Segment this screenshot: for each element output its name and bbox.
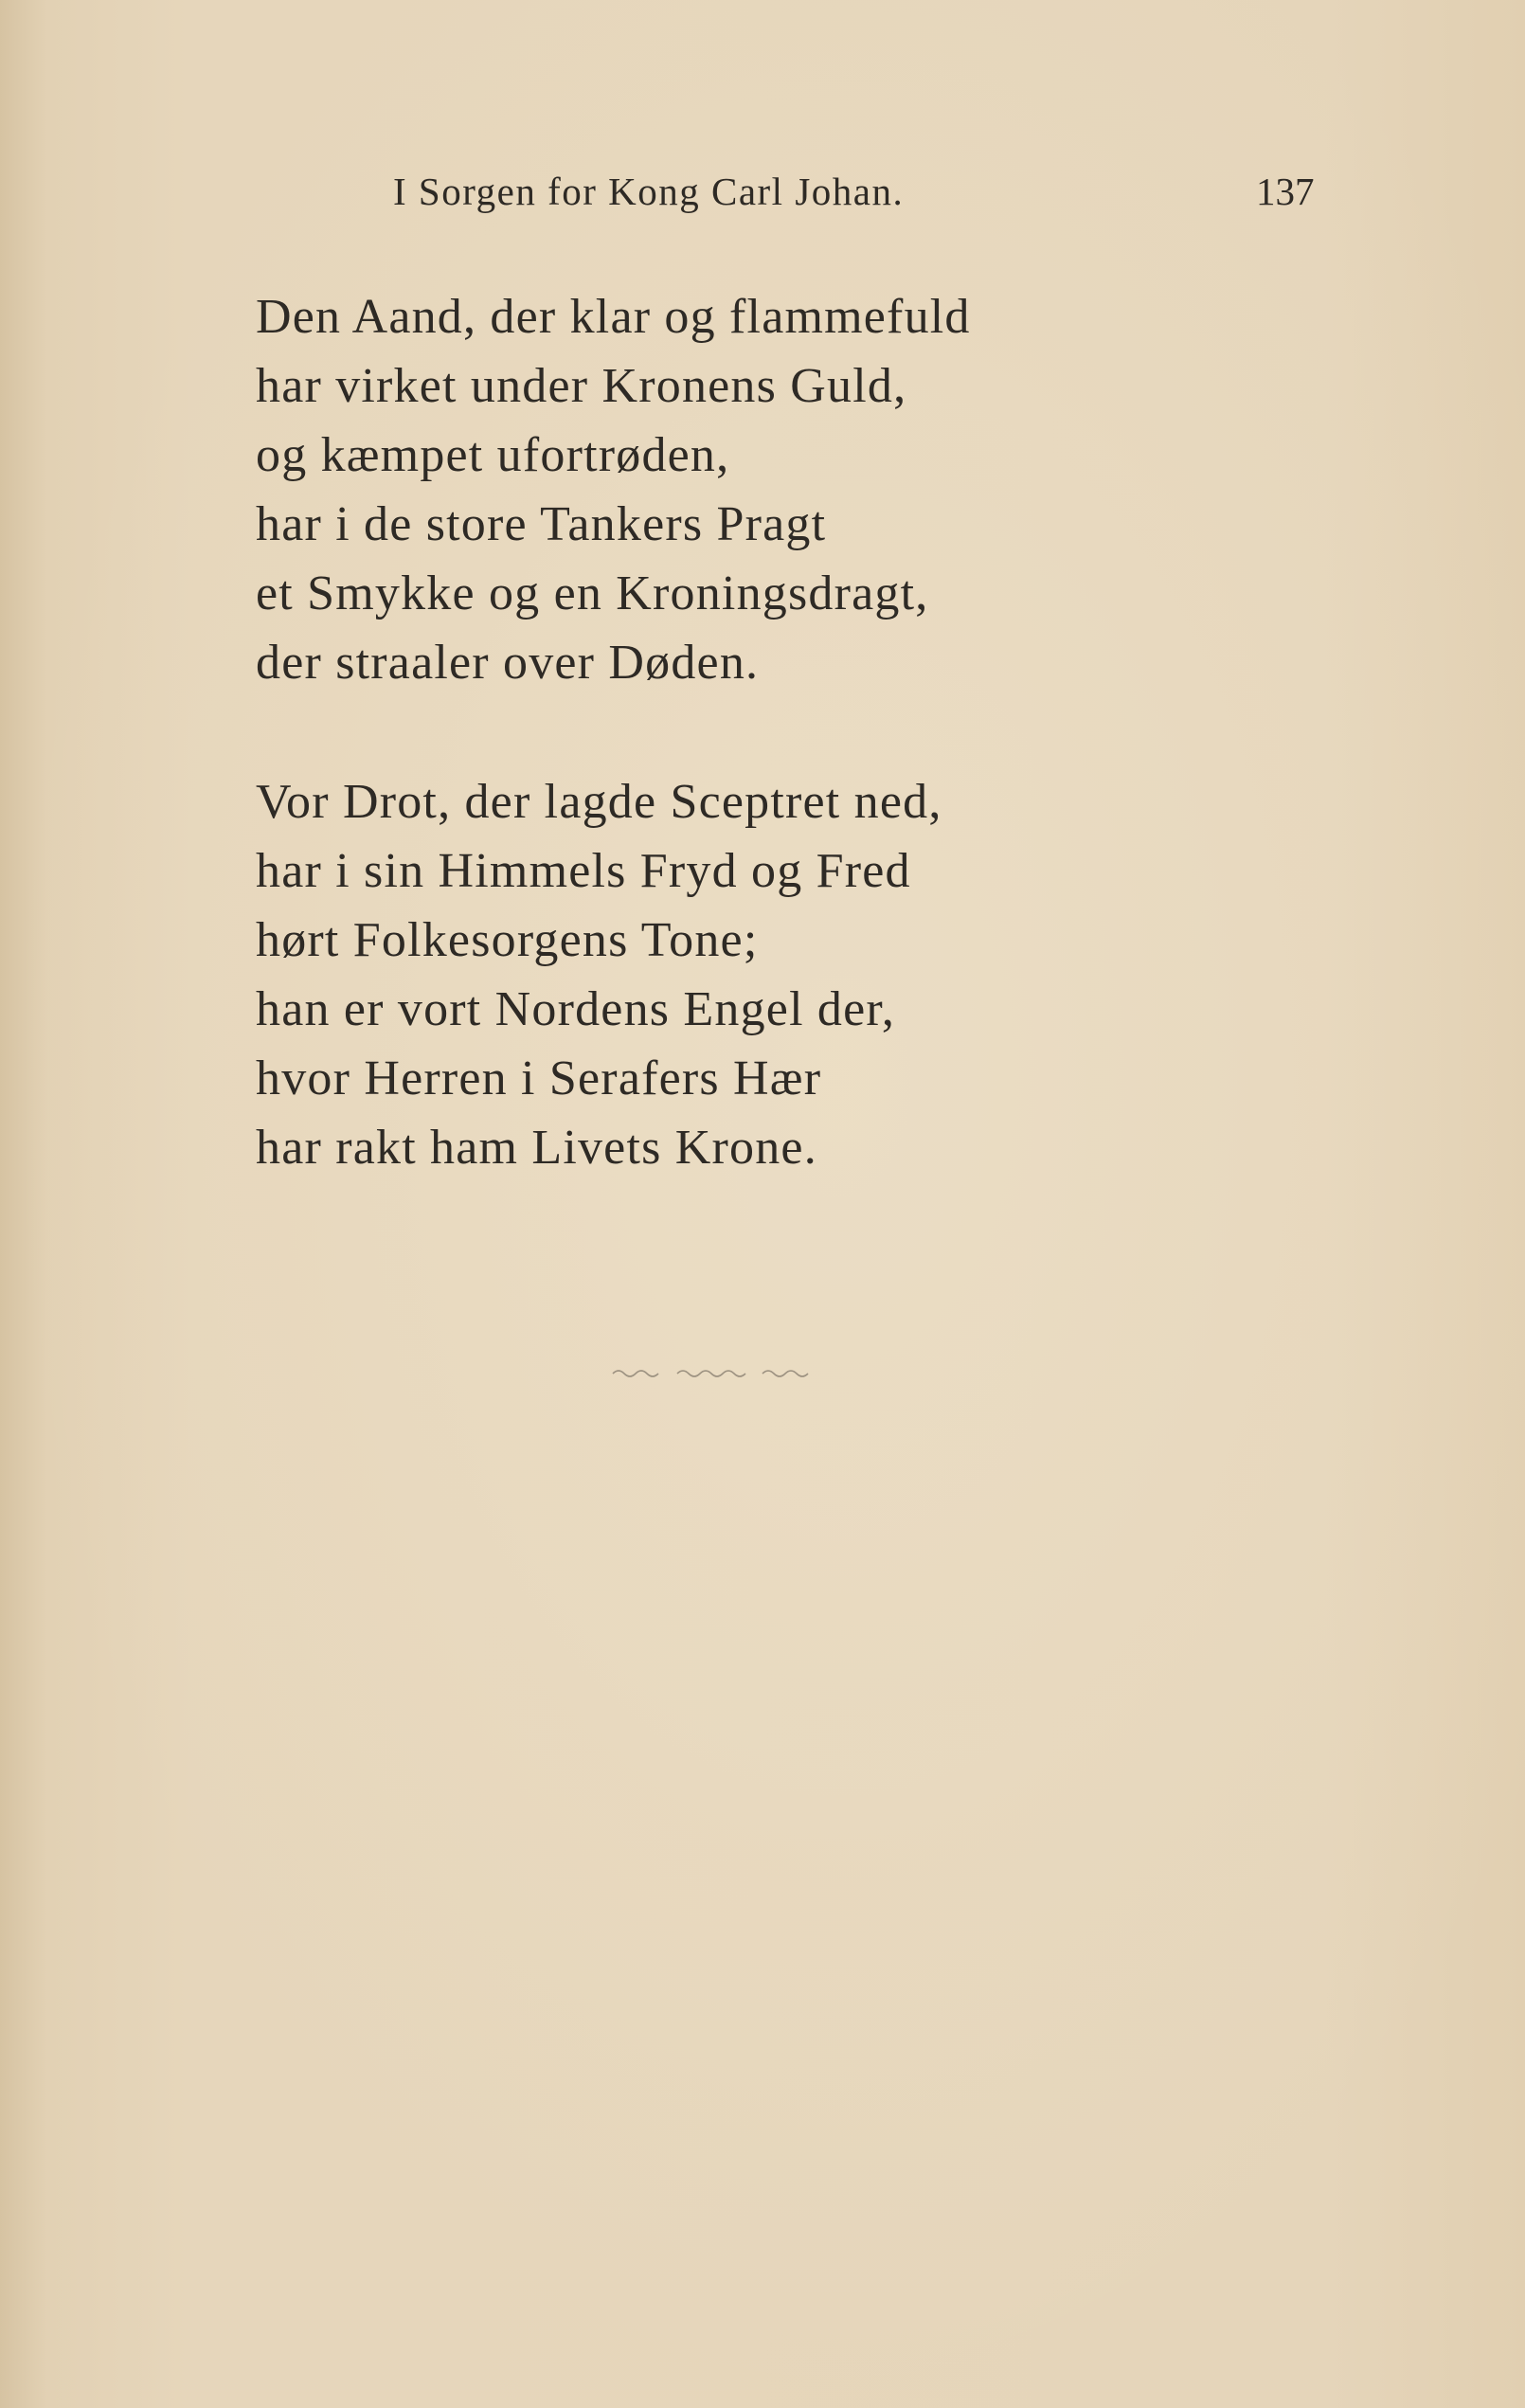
poem-line: et Smykke og en Kroningsdragt, — [256, 566, 929, 620]
poem-line: der straaler over Døden. — [256, 636, 760, 690]
stanza-1 — [256, 282, 1203, 697]
poem — [256, 282, 1203, 1182]
poem-line: han er vort Nordens Engel der, — [256, 982, 896, 1036]
page-header — [0, 169, 1525, 225]
poem-line: har i sin Himmels Fryd og Fred — [256, 844, 911, 898]
poem-line: hvor Herren i Serafers Hær — [256, 1051, 822, 1105]
poem-line: Den Aand, der klar og flammefuld — [256, 290, 971, 344]
stanza-2 — [256, 767, 1203, 1182]
poem-line: har rakt ham Livets Krone. — [256, 1121, 817, 1175]
end-ornament — [611, 1364, 810, 1383]
running-title: I Sorgen for Kong Carl Johan. — [393, 170, 905, 213]
poem-line: Vor Drot, der lagde Sceptret ned, — [256, 775, 942, 829]
poem-line: hørt Folkesorgens Tone; — [256, 913, 759, 967]
poem-line: og kæmpet ufortrøden, — [256, 428, 730, 482]
page-number: 137 — [1256, 170, 1315, 213]
poem-line: har i de store Tankers Pragt — [256, 497, 827, 551]
poem-line: har virket under Kronens Guld, — [256, 359, 907, 413]
